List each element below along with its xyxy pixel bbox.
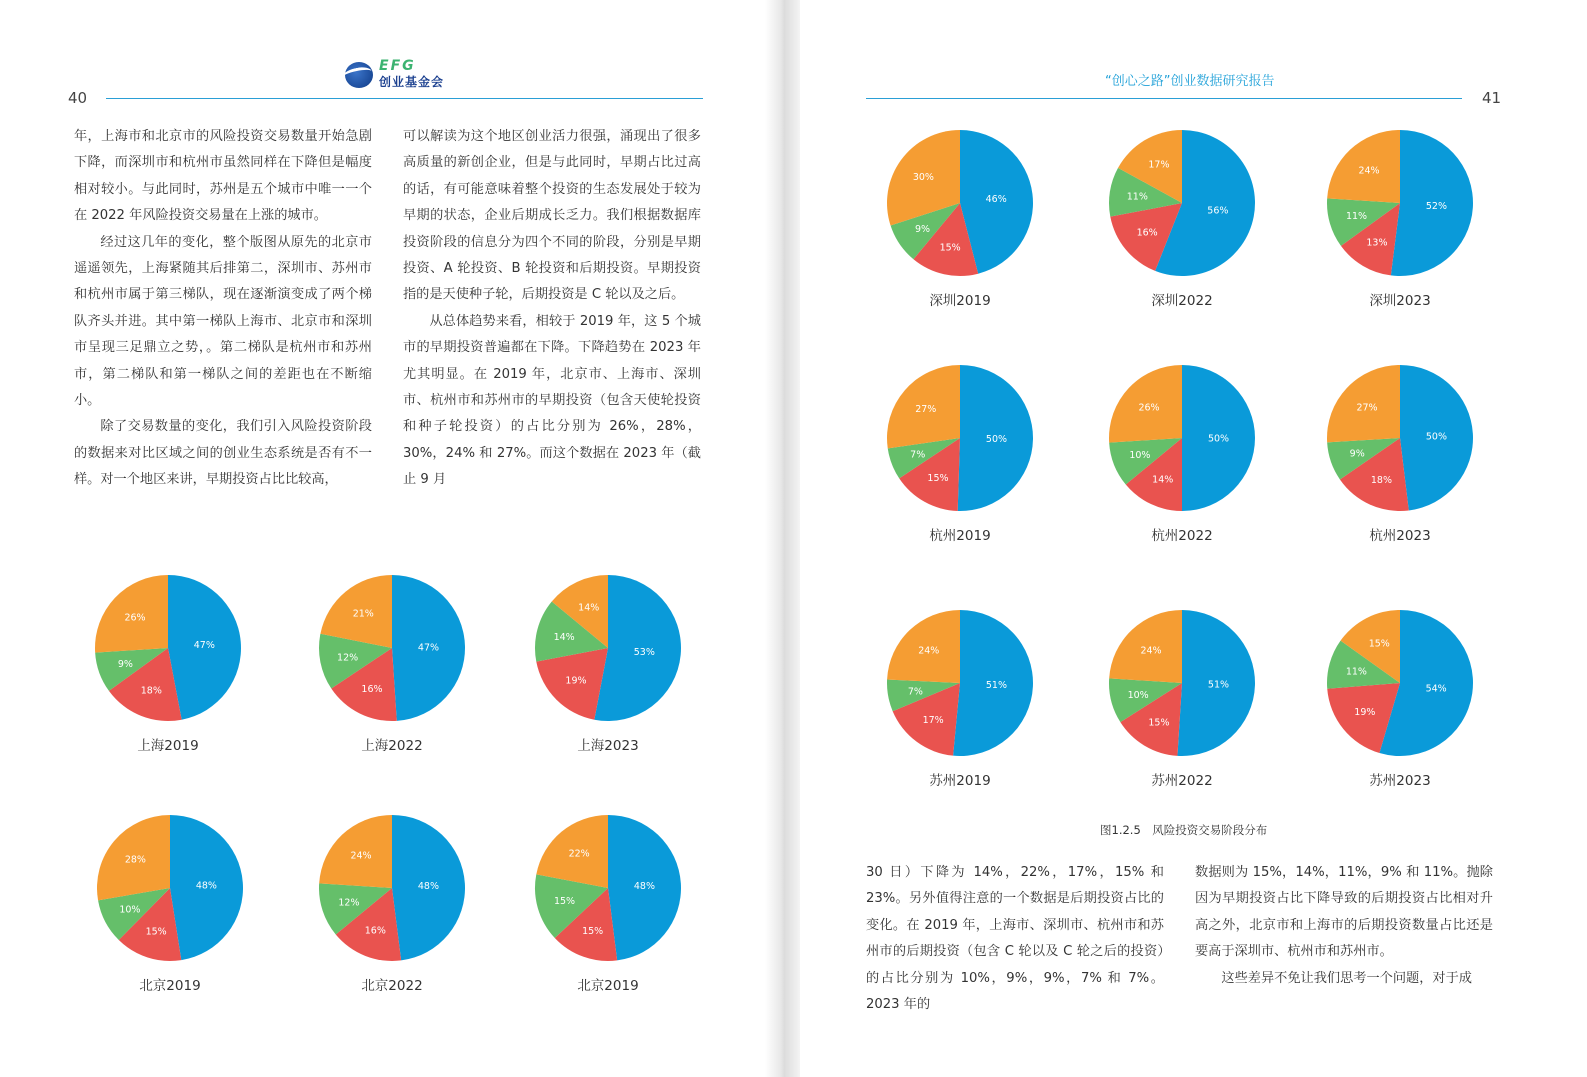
pie-data-label: 24% xyxy=(350,850,372,862)
pie-data-label: 24% xyxy=(1358,165,1380,177)
pie-chart xyxy=(95,575,241,721)
pie-chart xyxy=(1327,130,1473,276)
pie-chart-title: 苏州2022 xyxy=(1151,773,1213,789)
pie-svg xyxy=(1109,610,1255,756)
pie-svg xyxy=(1109,365,1255,511)
pie-data-label: 48% xyxy=(195,880,217,892)
pie-data-label: 12% xyxy=(337,652,359,664)
pie-data-label: 18% xyxy=(140,685,162,697)
pie-svg xyxy=(1109,130,1255,276)
logo-brand-text: EFG xyxy=(379,58,416,74)
pie-data-label: 26% xyxy=(1138,402,1160,414)
pie-data-label: 53% xyxy=(633,646,655,658)
paragraph: 年，上海市和北京市的风险投资交易数量开始急剧下降，而深圳市和杭州市虽然同样在下降但是幅度相对较小。与此同时，苏州是五个城市中唯一一个在 2022 年风险投资交易量在上涨的城市。 xyxy=(74,129,372,224)
pie-chart xyxy=(1327,610,1473,756)
pie-data-label: 17% xyxy=(1148,159,1170,171)
pie-chart xyxy=(887,365,1033,511)
pie-data-label: 18% xyxy=(1370,474,1392,486)
pie-data-label: 15% xyxy=(553,896,576,908)
pie-chart-title: 杭州2022 xyxy=(1151,528,1213,544)
right-text-column-1 xyxy=(866,860,1164,1018)
pie-data-label: 15% xyxy=(927,473,949,485)
pie-data-label: 30% xyxy=(912,171,934,183)
pie-svg xyxy=(1327,130,1473,276)
pie-svg xyxy=(535,575,681,721)
pie-svg xyxy=(887,610,1033,756)
pie-data-label: 51% xyxy=(1207,679,1230,691)
pie-svg xyxy=(319,575,465,721)
pie-chart-title: 北京2019 xyxy=(577,978,639,994)
pie-data-label: 14% xyxy=(1152,474,1174,486)
pie-svg xyxy=(535,815,681,961)
pie-data-label: 50% xyxy=(985,434,1008,446)
pie-chart-title: 杭州2019 xyxy=(929,528,991,544)
pie-data-label: 28% xyxy=(124,854,146,866)
pie-data-label: 50% xyxy=(1207,433,1230,445)
pie-chart xyxy=(535,575,681,721)
paragraph: 可以解读为这个地区创业活力很强，涌现出了很多高质量的新创企业，但是与此同时，早期占比过高的话，有可能意味着整个投资的生态发展处于较为早期的状态，企业后期成长乏力。我们根据数据库投资阶段的信息分为四个不同的阶段，分别是早期投资、A 轮投资、B 轮投资和后期投资。早期投资指的是天使种子轮，后期投资是 C 轮以及之后。 xyxy=(403,129,701,303)
pie-data-label: 21% xyxy=(352,608,374,620)
paragraph: 这些差异不免让我们思考一个问题，对于成 xyxy=(1221,970,1472,986)
pie-data-label: 48% xyxy=(633,881,655,893)
pie-chart-title: 上海2019 xyxy=(137,738,199,754)
pie-chart-title: 深圳2023 xyxy=(1369,293,1431,309)
pie-data-label: 47% xyxy=(417,642,440,654)
pie-data-label: 19% xyxy=(1354,707,1376,719)
pie-data-label: 52% xyxy=(1425,200,1447,212)
pie-chart-title: 杭州2023 xyxy=(1369,528,1431,544)
pie-chart-title: 深圳2019 xyxy=(929,293,991,309)
pie-chart-title: 上海2022 xyxy=(361,738,423,754)
pie-svg xyxy=(887,365,1033,511)
efg-logo xyxy=(345,60,455,92)
pie-data-label: 56% xyxy=(1207,205,1229,217)
right-page-number: 41 xyxy=(1482,89,1502,107)
right-text-column-2 xyxy=(1195,860,1493,992)
paragraph: 除了交易数量的变化，我们引入风险投资阶段的数据来对比区域之间的创业生态系统是否有不一样。对一个地区来讲，早期投资占比比较高， xyxy=(74,419,372,488)
pie-data-label: 27% xyxy=(915,403,937,415)
pie-chart xyxy=(319,815,465,961)
pie-data-label: 9% xyxy=(1349,448,1365,460)
pie-data-label: 9% xyxy=(117,658,133,670)
pie-data-label: 14% xyxy=(553,632,575,644)
pie-chart-title: 北京2022 xyxy=(361,978,423,994)
pie-chart-title: 北京2019 xyxy=(139,978,201,994)
pie-data-label: 51% xyxy=(985,680,1008,692)
paragraph: 从总体趋势来看，相较于 2019 年，这 5 个城市的早期投资普遍都在下降。下降趋势在 2023 年尤其明显。在 2019 年，北京市、上海市、深圳市、杭州市和苏州市的早期投资（包含天使轮投资和种子轮投资）的占比分别为 26%，28%，30%，24% 和 27%。而这个数据在 2023 年（截止 9 月 xyxy=(403,313,701,488)
pie-data-label: 15% xyxy=(1368,638,1390,650)
pie-data-label: 13% xyxy=(1366,237,1388,249)
pie-chart xyxy=(97,815,243,961)
pie-data-label: 27% xyxy=(1356,402,1378,414)
pie-chart-title: 苏州2019 xyxy=(929,773,991,789)
paragraph: 30 日）下降为 14%，22%，17%，15% 和 23%。另外值得注意的一个数据是后期投资占比的变化。在 2019 年，上海市、深圳市、杭州市和苏州市的后期投资（包含 C 轮以及 C 轮之后的投资）的占比分别为 10%，9%，9%，7% 和 7%。2023 年的 xyxy=(866,865,1164,1013)
pie-chart xyxy=(1109,610,1255,756)
pie-data-label: 14% xyxy=(578,602,600,614)
pie-data-label: 10% xyxy=(119,904,141,916)
pie-data-label: 12% xyxy=(338,897,360,909)
pie-data-label: 19% xyxy=(565,675,587,687)
pie-svg xyxy=(319,815,465,961)
pie-data-label: 10% xyxy=(1129,450,1151,462)
pie-data-label: 48% xyxy=(417,881,439,893)
pie-data-label: 15% xyxy=(939,242,961,254)
pie-data-label: 10% xyxy=(1127,689,1149,701)
pie-data-label: 7% xyxy=(907,686,923,698)
pie-chart xyxy=(887,610,1033,756)
pie-chart xyxy=(1327,365,1473,511)
left-text-column-1 xyxy=(74,124,372,494)
logo-name-text: 创业基金会 xyxy=(379,75,445,89)
pie-svg xyxy=(95,575,241,721)
left-header-rule xyxy=(106,98,703,99)
pie-data-label: 26% xyxy=(124,612,146,624)
left-text-column-2 xyxy=(403,124,701,494)
pie-data-label: 9% xyxy=(915,223,931,235)
pie-data-label: 16% xyxy=(364,925,386,937)
pie-data-label: 24% xyxy=(1140,645,1162,657)
pie-data-label: 47% xyxy=(193,640,215,652)
pie-data-label: 54% xyxy=(1425,683,1447,695)
pie-chart xyxy=(1109,365,1255,511)
pie-data-label: 22% xyxy=(568,848,590,860)
pie-chart xyxy=(535,815,681,961)
pie-data-label: 24% xyxy=(918,645,940,657)
pie-chart xyxy=(887,130,1033,276)
pie-data-label: 7% xyxy=(910,449,926,461)
pie-svg xyxy=(1327,365,1473,511)
pie-data-label: 17% xyxy=(922,714,944,726)
pie-data-label: 50% xyxy=(1425,431,1447,443)
left-page-number: 40 xyxy=(68,89,88,107)
pie-chart xyxy=(319,575,465,721)
pie-chart-title: 苏州2023 xyxy=(1369,773,1431,789)
pie-svg xyxy=(1327,610,1473,756)
pie-data-label: 15% xyxy=(582,926,604,938)
paragraph: 数据则为 15%，14%，11%，9% 和 11%。抛除因为早期投资占比下降导致的后期投资占比相对升高之外，北京市和上海市的后期投资数量占比还是要高于深圳市、杭州市和苏州市。 xyxy=(1195,865,1493,960)
pie-data-label: 16% xyxy=(361,684,383,696)
pie-data-label: 11% xyxy=(1345,666,1367,678)
pie-data-label: 16% xyxy=(1136,227,1158,239)
paragraph: 经过这几年的变化，整个版图从原先的北京市遥遥领先，上海紧随其后排第二，深圳市、苏州市和杭州市属于第三梯队，现在逐渐演变成了两个梯队齐头并进。其中第一梯队上海市、北京市和深圳市呈现三足鼎立之势，。第二梯队是杭州市和苏州市，第二梯队和第一梯队之间的差距也在不断缩小。 xyxy=(74,234,372,409)
right-header-rule xyxy=(866,98,1462,99)
pie-chart-title: 上海2023 xyxy=(577,738,639,754)
pie-data-label: 15% xyxy=(145,926,167,938)
pie-svg xyxy=(887,130,1033,276)
figure-caption: 图1.2.5 风险投资交易阶段分布 xyxy=(1100,823,1268,837)
report-title: “创心之路”创业数据研究报告 xyxy=(1105,74,1275,89)
pie-svg xyxy=(97,815,243,961)
pie-data-label: 15% xyxy=(1148,717,1170,729)
pie-data-label: 46% xyxy=(985,193,1007,205)
pie-data-label: 11% xyxy=(1345,211,1368,223)
book-gutter xyxy=(765,0,800,1077)
pie-chart-title: 深圳2022 xyxy=(1151,293,1213,309)
pie-data-label: 11% xyxy=(1126,191,1148,203)
pie-chart xyxy=(1109,130,1255,276)
